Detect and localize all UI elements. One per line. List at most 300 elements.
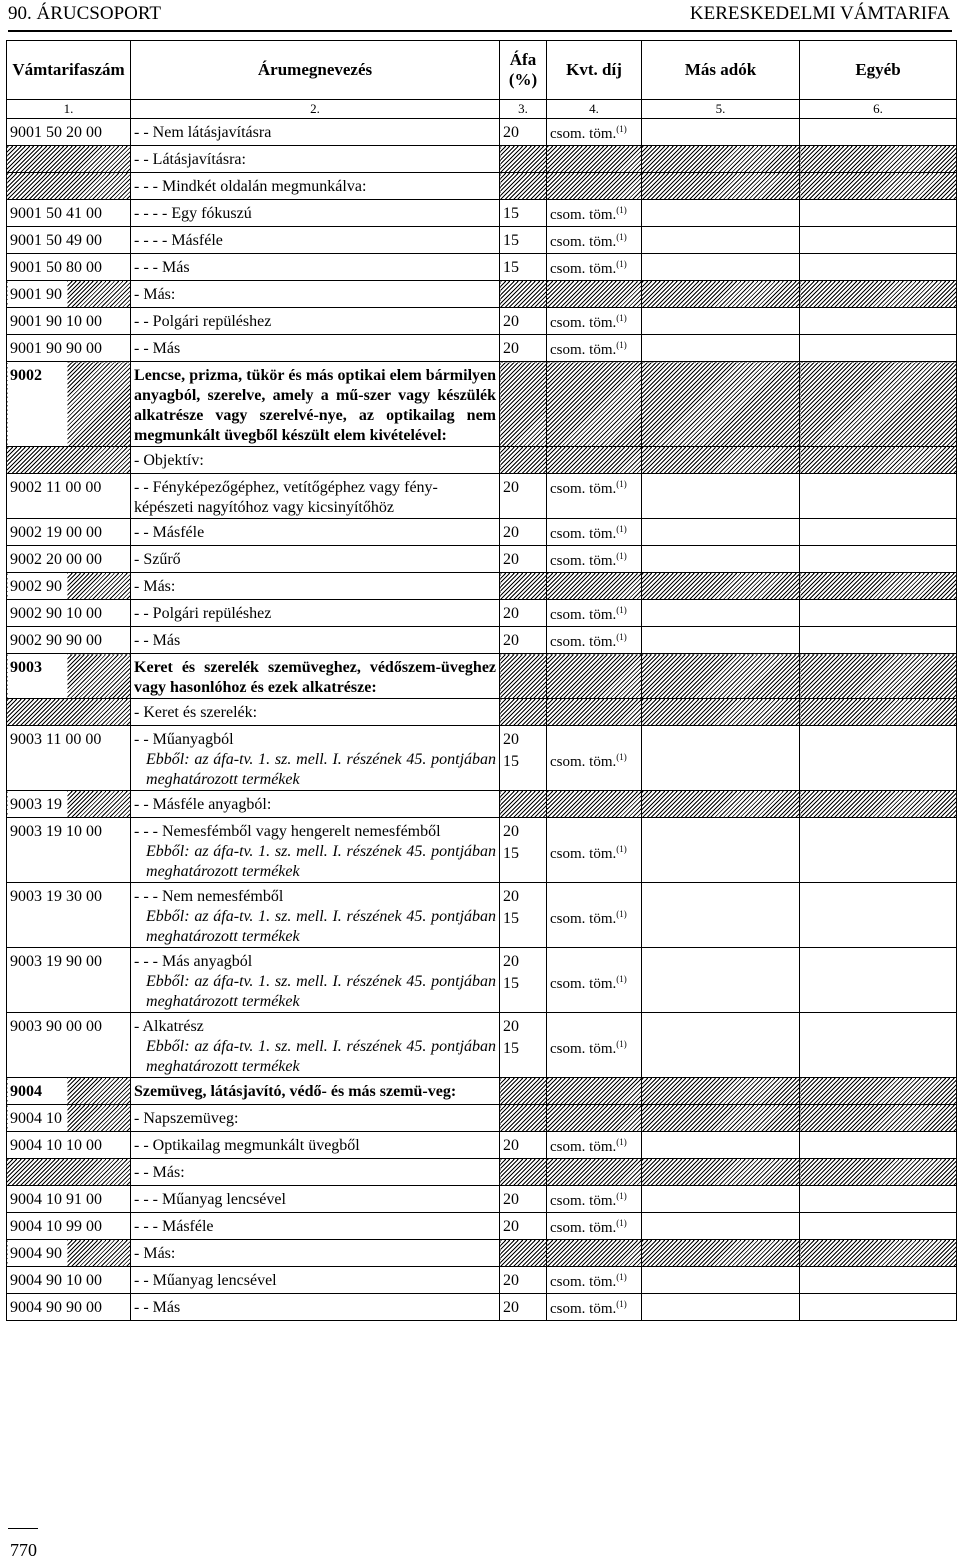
vat-cell [500,119,547,146]
table-row [7,335,957,362]
table-row [7,362,957,447]
page-header [8,0,952,32]
fee-cell [547,447,642,474]
description-cell [131,1105,500,1132]
misc-cell [800,948,957,1013]
fee-text: csom. töm. [550,846,617,862]
other-taxes-cell [642,546,800,573]
fee-cell [547,1078,642,1105]
vat-value: 20 [503,1137,520,1154]
other-taxes-cell [642,1132,800,1159]
table-row [7,546,957,573]
fee-cell [547,173,642,200]
col-number: 4. [547,100,642,119]
misc-cell [800,1159,957,1186]
description-cell [131,600,500,627]
description-cell [131,1132,500,1159]
other-taxes-cell [642,173,800,200]
misc-cell [800,1267,957,1294]
code-cell: 9004 90 90 00 [7,1294,131,1321]
sub-description: Ebből: az áfa-tv. 1. sz. mell. I. részének 45. pontjában meghatározott termékek [146,973,497,1010]
other-taxes-cell [642,699,800,726]
description-cell [131,654,500,699]
fee-footnote-ref: (1) [616,551,627,561]
other-taxes-cell [642,519,800,546]
code-cell: 9004 10 91 00 [7,1186,131,1213]
other-taxes-cell [642,335,800,362]
vat-value: 20 [503,1272,520,1289]
other-taxes-cell [642,1186,800,1213]
misc-cell [800,519,957,546]
code-cell: 9003 11 00 00 [7,726,131,791]
code-cell: 9001 90 [7,281,131,308]
vat-cell [500,573,547,600]
tariff-rows [7,119,957,1321]
description-cell [131,1159,500,1186]
table-row [7,254,957,281]
table-row [7,519,957,546]
description-text: - - Polgári repüléshez [134,313,272,330]
description-text: Lencse, prizma, tükör és más optikai elem bármilyen anyagból, szerelve, amely a mű-szer vagy készülék alkatrésze vagy szerelvé-nye, az optikailag nem megmunkált üvegből készült elem kivételével: [134,367,497,444]
description-cell [131,254,500,281]
column-header-row [7,41,957,100]
misc-cell [800,627,957,654]
vat-cell [500,447,547,474]
fee-footnote-ref: (1) [616,605,627,615]
fee-cell [547,1240,642,1267]
misc-cell [800,654,957,699]
vat-value: 20 [503,340,520,357]
code-cell: 9001 50 20 00 [7,119,131,146]
fee-text: csom. töm. [550,976,617,992]
other-taxes-cell [642,281,800,308]
description-cell [131,699,500,726]
vat-cell [500,362,547,447]
code-cell [7,699,131,726]
fee-cell [547,1213,642,1240]
misc-cell [800,200,957,227]
vat-value: 20 [503,888,520,905]
description-cell [131,546,500,573]
col-number: 3. [500,100,547,119]
table-row [7,627,957,654]
other-taxes-cell [642,573,800,600]
other-taxes-cell [642,1105,800,1132]
vat-cell [500,948,547,1013]
description-cell [131,119,500,146]
description-cell [131,1294,500,1321]
col-number: 2. [131,100,500,119]
description-text: Szemüveg, látásjavító, védő- és más szemü-veg: [134,1083,457,1100]
table-row [7,1294,957,1321]
vat-cell [500,281,547,308]
fee-cell [547,654,642,699]
vat-cell [500,1159,547,1186]
fee-footnote-ref: (1) [616,974,627,984]
other-taxes-cell [642,474,800,519]
description-text: - Más: [134,1245,176,1262]
fee-text: csom. töm. [550,607,617,623]
description-cell [131,726,500,791]
misc-cell [800,227,957,254]
vat-cell [500,726,547,791]
other-taxes-cell [642,1267,800,1294]
fee-cell [547,1294,642,1321]
vat-value: 20 [503,632,520,649]
fee-cell [547,227,642,254]
description-cell [131,362,500,447]
code-cell: 9003 90 00 00 [7,1013,131,1078]
other-taxes-cell [642,654,800,699]
fee-footnote-ref: (1) [616,313,627,323]
description-text: - - Műanyagból [134,731,234,748]
col-number: 6. [800,100,957,119]
vat-value: 20 [503,823,520,840]
fee-footnote-ref: (1) [616,844,627,854]
vat-cell [500,1213,547,1240]
page-number: 770 [10,1540,37,1560]
fee-footnote-ref: (1) [616,259,627,269]
fee-cell [547,573,642,600]
description-text: - - Más [134,632,181,649]
description-text: - - - Nem nemesfémből [134,888,284,905]
description-text: - - Nem látásjavításra [134,124,272,141]
table-row [7,699,957,726]
fee-text: csom. töm. [550,126,617,142]
other-taxes-cell [642,227,800,254]
other-taxes-cell [642,948,800,1013]
table-row [7,726,957,791]
table-row [7,791,957,818]
fee-cell [547,600,642,627]
misc-cell [800,600,957,627]
table-row [7,573,957,600]
table-row [7,447,957,474]
fee-cell [547,1186,642,1213]
fee-cell [547,362,642,447]
description-cell [131,818,500,883]
fee-cell [547,699,642,726]
misc-cell [800,173,957,200]
code-cell: 9004 10 99 00 [7,1213,131,1240]
description-text: - - - Más [134,259,190,276]
vat-cell [500,546,547,573]
description-cell [131,281,500,308]
misc-cell [800,119,957,146]
vat-value: 20 [503,1299,520,1316]
fee-cell [547,519,642,546]
vat-value: 20 [503,479,520,496]
fee-footnote-ref: (1) [616,1299,627,1309]
code-cell: 9003 [7,654,131,699]
vat-value: 20 [503,313,520,330]
misc-cell [800,447,957,474]
col-number: 5. [642,100,800,119]
vat-cell [500,1105,547,1132]
sub-vat-value: 15 [503,753,520,770]
col-header-desc: Árumegnevezés [131,41,500,100]
fee-footnote-ref: (1) [616,124,627,134]
col-header-misc: Egyéb [800,41,957,100]
description-text: - Más: [134,286,176,303]
code-cell: 9001 50 80 00 [7,254,131,281]
vat-cell [500,1294,547,1321]
document-title: KERESKEDELMI VÁMTARIFA [689,3,950,24]
description-text: - Objektív: [134,452,204,469]
fee-text: csom. töm. [550,261,617,277]
fee-cell [547,948,642,1013]
fee-cell [547,791,642,818]
fee-text: csom. töm. [550,634,617,650]
description-text: - - - - Egy fókuszú [134,205,252,222]
fee-text: csom. töm. [550,911,617,927]
description-cell [131,948,500,1013]
description-cell [131,308,500,335]
description-text: - - Más: [134,1164,185,1181]
footer-rule [8,1528,38,1529]
fee-text: csom. töm. [550,234,617,250]
description-text: - Szűrő [134,551,181,568]
table-row [7,1013,957,1078]
fee-cell [547,1132,642,1159]
fee-footnote-ref: (1) [616,909,627,919]
fee-text: csom. töm. [550,207,617,223]
sub-vat-value: 15 [503,845,520,862]
vat-cell [500,227,547,254]
description-text: - - Fényképezőgéphez, vetítőgéphez vagy fény-képészeti nagyítóhoz vagy kicsinyítőhöz [134,479,438,516]
col-header-other: Más adók [642,41,800,100]
vat-value: 20 [503,524,520,541]
vat-cell [500,1078,547,1105]
table-row [7,474,957,519]
fee-cell [547,818,642,883]
fee-footnote-ref: (1) [616,1039,627,1049]
vat-value: 15 [503,259,520,276]
misc-cell [800,335,957,362]
sub-description: Ebből: az áfa-tv. 1. sz. mell. I. részének 45. pontjában meghatározott termékek [146,751,497,788]
code-cell: 9002 19 00 00 [7,519,131,546]
description-cell [131,1078,500,1105]
code-cell: 9002 11 00 00 [7,474,131,519]
col-header-kvt: Kvt. díj [547,41,642,100]
vat-cell [500,1267,547,1294]
misc-cell [800,1013,957,1078]
table-row [7,818,957,883]
sub-vat-value: 15 [503,975,520,992]
description-text: - - - Nemesfémből vagy hengerelt nemesfémből [134,823,441,840]
table-row [7,227,957,254]
chapter-title: 90. ÁRUCSOPORT [8,3,162,24]
description-text: - - Másféle anyagból: [134,796,272,813]
description-cell [131,1240,500,1267]
table-row [7,308,957,335]
vat-cell [500,146,547,173]
code-cell: 9001 50 41 00 [7,200,131,227]
description-text: - - Optikailag megmunkált üvegből [134,1137,360,1154]
sub-vat-value: 15 [503,910,520,927]
code-cell [7,447,131,474]
misc-cell [800,1240,957,1267]
vat-cell [500,600,547,627]
description-text: - - Polgári repüléshez [134,605,272,622]
tariff-table [6,40,957,1321]
description-cell [131,227,500,254]
fee-cell [547,1159,642,1186]
description-text: - Napszemüveg: [134,1110,239,1127]
other-taxes-cell [642,362,800,447]
code-cell: 9002 90 10 00 [7,600,131,627]
description-cell [131,573,500,600]
table-row [7,600,957,627]
vat-cell [500,1132,547,1159]
fee-cell [547,726,642,791]
fee-text: csom. töm. [550,1301,617,1317]
code-cell [7,146,131,173]
code-cell: 9003 19 10 00 [7,818,131,883]
fee-text: csom. töm. [550,481,617,497]
table-row [7,1213,957,1240]
code-cell [7,1159,131,1186]
code-cell: 9002 20 00 00 [7,546,131,573]
fee-cell [547,146,642,173]
code-cell: 9003 19 30 00 [7,883,131,948]
table-row [7,1267,957,1294]
vat-value: 20 [503,1191,520,1208]
sub-description: Ebből: az áfa-tv. 1. sz. mell. I. részének 45. pontjában meghatározott termékek [146,908,497,945]
fee-cell [547,254,642,281]
fee-text: csom. töm. [550,1041,617,1057]
fee-text: csom. töm. [550,553,617,569]
description-cell [131,335,500,362]
misc-cell [800,474,957,519]
description-cell [131,1267,500,1294]
description-text: Keret és szerelék szemüveghez, védőszem-üveghez vagy hasonlóhoz és ezek alkatrésze: [134,659,497,696]
misc-cell [800,546,957,573]
description-text: - - Másféle [134,524,205,541]
other-taxes-cell [642,627,800,654]
table-row [7,1159,957,1186]
code-cell: 9001 90 90 00 [7,335,131,362]
other-taxes-cell [642,1013,800,1078]
other-taxes-cell [642,1078,800,1105]
vat-cell [500,519,547,546]
misc-cell [800,573,957,600]
table-row [7,654,957,699]
table-row [7,1240,957,1267]
description-cell [131,627,500,654]
other-taxes-cell [642,1240,800,1267]
misc-cell [800,254,957,281]
vat-cell [500,818,547,883]
misc-cell [800,362,957,447]
fee-cell [547,308,642,335]
description-text: - - - Más anyagból [134,953,253,970]
vat-cell [500,699,547,726]
description-text: - Alkatrész [134,1018,204,1035]
description-text: - - - Műanyag lencsével [134,1191,286,1208]
fee-cell [547,627,642,654]
description-cell [131,474,500,519]
fee-cell [547,1105,642,1132]
fee-cell [547,883,642,948]
description-text: - Keret és szerelék: [134,704,258,721]
other-taxes-cell [642,254,800,281]
table-row [7,948,957,1013]
table-row [7,119,957,146]
sub-vat-value: 15 [503,1040,520,1057]
code-cell: 9003 19 [7,791,131,818]
other-taxes-cell [642,1213,800,1240]
vat-value: 20 [503,551,520,568]
misc-cell [800,1213,957,1240]
vat-cell [500,308,547,335]
fee-text: csom. töm. [550,1139,617,1155]
table-row [7,281,957,308]
vat-cell [500,200,547,227]
code-cell: 9004 [7,1078,131,1105]
other-taxes-cell [642,1294,800,1321]
fee-cell [547,335,642,362]
fee-text: csom. töm. [550,315,617,331]
fee-footnote-ref: (1) [616,232,627,242]
table-row [7,1078,957,1105]
misc-cell [800,726,957,791]
vat-value: 15 [503,232,520,249]
description-text: - - Más [134,1299,181,1316]
description-text: - - Látásjavításra: [134,151,246,168]
vat-cell [500,1186,547,1213]
column-number-row [7,100,957,119]
misc-cell [800,883,957,948]
other-taxes-cell [642,726,800,791]
other-taxes-cell [642,600,800,627]
code-cell: 9004 10 [7,1105,131,1132]
fee-cell [547,281,642,308]
table-row [7,200,957,227]
fee-cell [547,119,642,146]
table-row [7,1105,957,1132]
vat-value: 15 [503,205,520,222]
other-taxes-cell [642,119,800,146]
other-taxes-cell [642,146,800,173]
description-cell [131,1013,500,1078]
vat-cell [500,474,547,519]
other-taxes-cell [642,1159,800,1186]
vat-cell [500,791,547,818]
description-cell [131,447,500,474]
vat-value: 20 [503,605,520,622]
vat-cell [500,1240,547,1267]
description-text: - - - - Másféle [134,232,223,249]
fee-footnote-ref: (1) [616,205,627,215]
code-cell: 9002 90 [7,573,131,600]
description-text: - - - Másféle [134,1218,214,1235]
col-header-vat: Áfa (%) [500,41,547,100]
description-text: - - Műanyag lencsével [134,1272,277,1289]
fee-cell [547,1013,642,1078]
vat-cell [500,654,547,699]
table-row [7,883,957,948]
fee-text: csom. töm. [550,526,617,542]
vat-cell [500,883,547,948]
code-cell: 9004 90 10 00 [7,1267,131,1294]
misc-cell [800,818,957,883]
vat-value: 20 [503,953,520,970]
misc-cell [800,146,957,173]
vat-cell [500,254,547,281]
fee-text: csom. töm. [550,1274,617,1290]
description-cell [131,519,500,546]
